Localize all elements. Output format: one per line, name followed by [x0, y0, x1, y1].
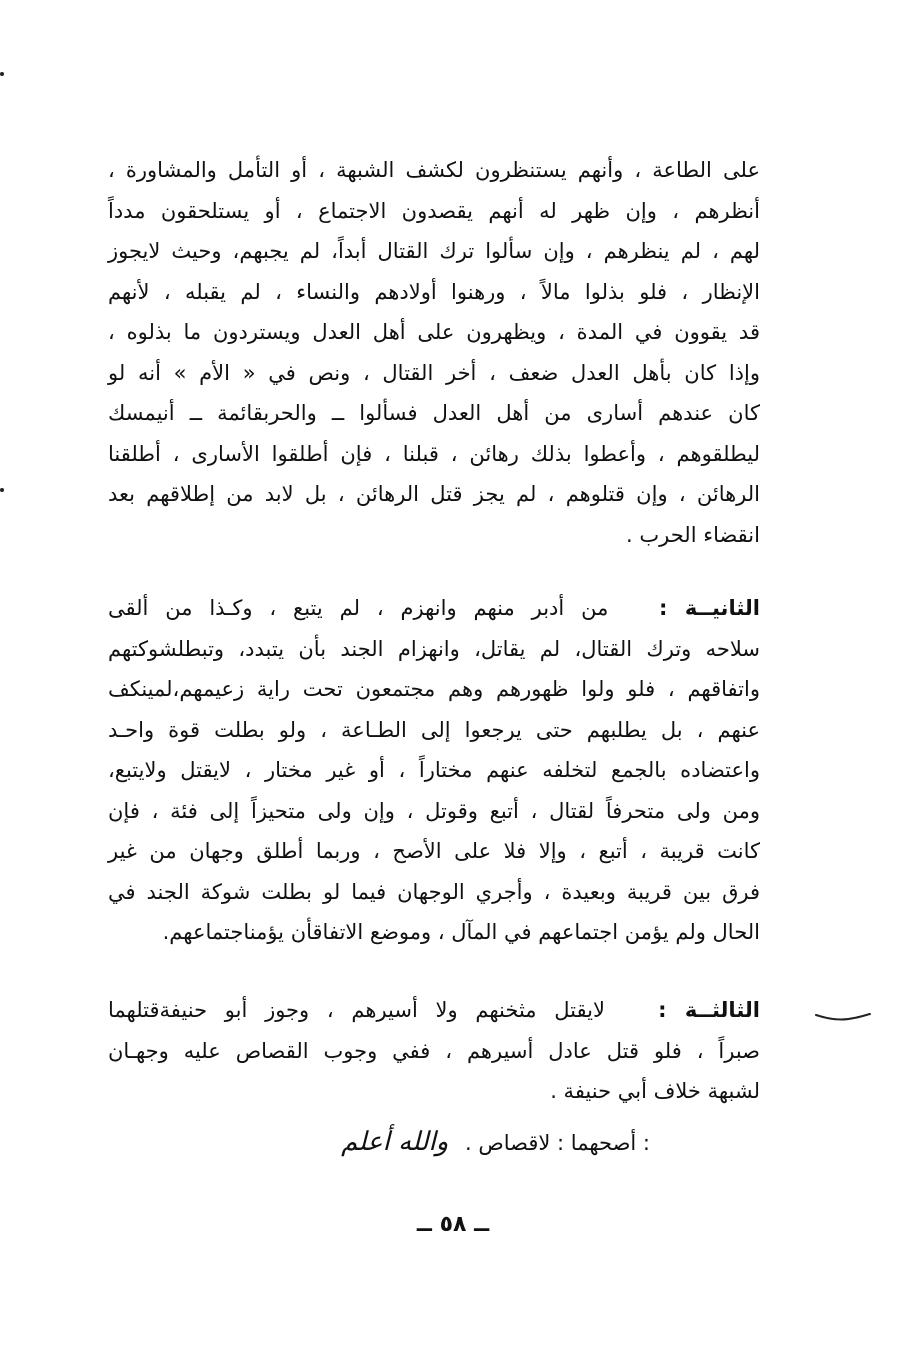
text-line: أنظرهم ، وإن ظهر له أنهم يقصدون الاجتماع ، أو يستلحقون مدداً [108, 198, 760, 223]
section-first-line: من أدبر منهم وانهزم ، لم يتبع ، وكـذا من ألقى [108, 596, 609, 620]
paragraph-1 [108, 150, 760, 555]
text-line: كانت قريبة ، أتبع ، وإلا فلا على الأصح ، وربما أطلق وجهان من غير [108, 839, 760, 863]
text-line: ومن ولى متحرفاً لقتال ، أتبع وقوتل ، وإن ولى متحيزاً إلى فئة ، فإن [108, 798, 760, 823]
text-line: الحال ولم يؤمن اجتماعهم في المآل ، وموضع الاتفاقأن يؤمناجتماعهم. [162, 920, 760, 944]
text-line: كان عندهم أسارى من أهل العدل فسألوا ــ والحربقائمة ــ أنيمسك [108, 401, 760, 425]
text-line: فرق بين قريبة وبعيدة ، وأجري الوجهان فيما لو بطلت شوكة الجند في [108, 879, 760, 904]
text-line [108, 588, 760, 629]
text-line: عنهم ، بل يطلبهم حتى يرجعوا إلى الطـاعة ، ولو بطلت قوة واحـد [108, 717, 760, 742]
text-line: سلاحه وترك القتال، لم يقاتل، وانهزام الجند بأن يتبدد، وتبطلشوكتهم [108, 636, 760, 661]
section-heading: الثالثــة : [658, 998, 760, 1022]
text-line: الإنظار ، فلو بذلوا مالاً ، ورهنوا أولادهم والنساء ، لم يقبله ، لأنهم [108, 279, 760, 304]
text-line: الرهائن ، وإن قتلوهم ، لم يجز قتل الرهائن ، بل لابد من إطلاقهم بعد [108, 482, 760, 506]
closing-line [341, 1122, 650, 1163]
scan-edge-mark [0, 72, 4, 76]
handwritten-annotation: والله أعلم [341, 1127, 449, 1157]
text-line: وإذا كان بأهل العدل ضعف ، أخر القتال ، ونص في « الأم » أنه لو [108, 360, 760, 385]
text-line: لهم ، لم ينظرهم ، وإن سألوا ترك القتال أبداً، لم يجبهم، وحيث لايجوز [108, 239, 760, 263]
closing-text: : أصحهما : لاقصاص . [465, 1131, 650, 1155]
margin-stroke-mark [814, 1010, 872, 1024]
text-line: انقضاء الحرب . [626, 522, 760, 547]
text-line: واتفاقهم ، فلو ولوا ظهورهم وهم مجتمعون تحت راية زعيمهم،لمينكف [108, 677, 760, 701]
page-number: ــ ٥٨ ــ [416, 1212, 490, 1237]
section-heading: الثانيــة : [658, 596, 760, 620]
text-line: ليطلقوهم ، وأعطوا بذلك رهائن ، قبلنا ، فإن أطلقوا الأسارى ، أطلقنا [108, 441, 760, 466]
section-first-line: لايقتل مثخنهم ولا أسيرهم ، وجوز أبو حنيفةقتلهما [108, 998, 605, 1022]
scan-edge-mark [0, 488, 4, 492]
paragraph-3 [108, 990, 760, 1112]
text-line [108, 990, 760, 1031]
text-line: صبراً ، فلو قتل عادل أسيرهم ، ففي وجوب القصاص عليه وجهـان [108, 1038, 760, 1063]
paragraph-2 [108, 588, 760, 953]
text-line: قد يقوون في المدة ، ويظهرون على أهل العدل ويستردون ما بذلوه ، [108, 320, 760, 344]
text-line: واعتضاده بالجمع لتخلفه عنهم مختاراً ، أو غير مختار ، لايقتل ولايتبع، [108, 758, 760, 782]
text-line: لشبهة خلاف أبي حنيفة . [550, 1079, 760, 1103]
text-line: على الطاعة ، وأنهم يستنظرون لكشف الشبهة ، أو التأمل والمشاورة ، [108, 158, 760, 182]
